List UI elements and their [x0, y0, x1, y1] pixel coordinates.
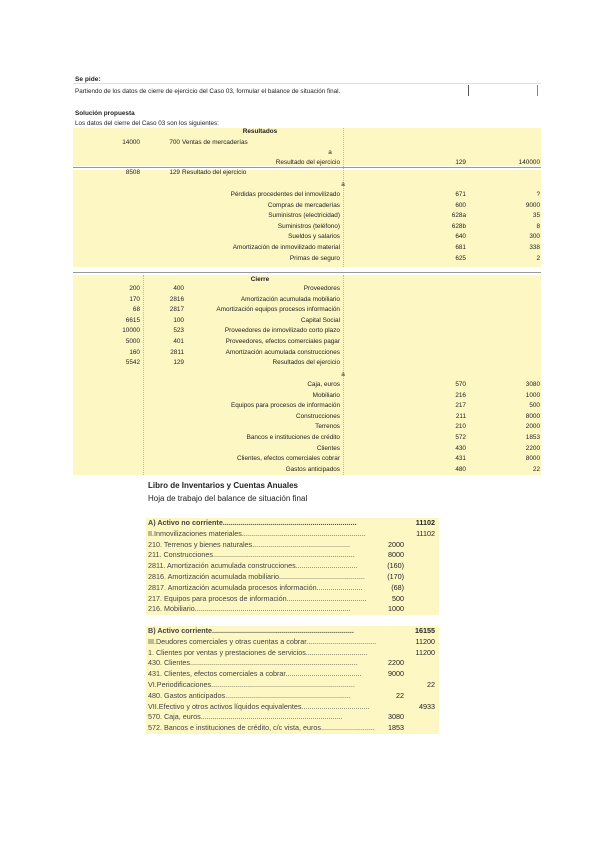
resultados-gridline: [343, 128, 344, 267]
cierre-left-code: 2811: [170, 348, 184, 356]
hoja-row-value: 8000: [388, 550, 404, 560]
se-pide-label: Se pide:: [75, 76, 101, 83]
cierre-right-label: Mobiliario: [312, 391, 340, 399]
hoja-row: [146, 561, 439, 572]
hoja-row: [146, 615, 439, 626]
hoja-row-total: 16155: [415, 626, 435, 635]
hoja-row-value: 500: [392, 593, 404, 603]
cierre-right-code: 572: [455, 434, 466, 441]
cierre-title: Cierre: [250, 276, 270, 283]
cierre-right-amount: 1000: [525, 391, 540, 399]
resultados-row-code: 671: [455, 191, 466, 198]
hoja-row-label: 2817. Amortización acumulada procesos información.......................: [148, 582, 363, 592]
resultados-top-amount: 140000: [518, 159, 540, 166]
resultados-row-amount: 9000: [525, 201, 540, 209]
resultados-row-label: Suministros (electricidad): [268, 212, 340, 220]
cell-cursor[interactable]: [468, 85, 469, 96]
resultados-left-amount-2: 8508: [125, 169, 140, 176]
cierre-left-label: Proveedores de inmovilizado corto plazo: [224, 327, 340, 335]
cierre-right-label: Construcciones: [295, 412, 340, 420]
hoja-row-label: 480. Gastos anticipados...............................................................: [148, 690, 351, 700]
resultados-row-code: 628b: [451, 222, 466, 230]
cierre-right-amount: 8000: [525, 412, 540, 420]
resultados-a-2: a: [341, 181, 345, 188]
hoja-row-value: 1000: [388, 604, 404, 614]
hoja-row-total: 22: [427, 680, 435, 689]
resultados-row-code: 600: [455, 201, 466, 209]
hoja-row-value: 3080: [388, 712, 404, 722]
resultados-row-label: Sueldos y salarios: [288, 233, 340, 241]
hoja-row: [146, 550, 439, 561]
hoja-row-value: (160): [387, 561, 404, 571]
cierre-left-code: 400: [173, 285, 184, 292]
cierre-right-code: 210: [455, 423, 466, 431]
hoja-row-value: (170): [387, 572, 404, 581]
cierre-left-label: Amortización acumulada mobiliario: [240, 295, 340, 303]
cierre-left-code: 2817: [169, 306, 184, 314]
solucion-heading: Solución propuesta: [75, 110, 135, 117]
cierre-right-amount: 500: [529, 402, 540, 410]
hoja-row: [146, 658, 439, 669]
cierre-left-amount: 170: [129, 295, 140, 303]
hoja-row: [146, 572, 439, 583]
cierre-left-code: 129: [173, 359, 184, 367]
hoja-row-label: B) Activo corriente.......................................................................: [148, 626, 354, 635]
hoja-row-label: 210. Terrenos y bienes naturales.................................................: [148, 539, 350, 549]
hoja-row-total: 11102: [415, 518, 435, 527]
hoja-row: [146, 604, 439, 615]
hoja-row-total: 11102: [416, 528, 435, 538]
hoja-subtitle: Hoja de trabajo del balance de situación final: [148, 494, 308, 503]
resultados-left-label-2: Resultado del ejercicio: [182, 169, 247, 176]
cierre-left-amount: 5542: [125, 359, 140, 367]
resultados-a: a: [328, 149, 332, 156]
cierre-left-label: Proveedores: [303, 285, 340, 292]
cierre-left-code: 401: [173, 338, 184, 345]
cierre-right-code: 216: [455, 391, 466, 399]
resultados-left-code-2: 129: [169, 169, 180, 176]
cierre-left-code: 2816: [169, 295, 184, 303]
hoja-row-label: 211. Construcciones.......................................................................: [148, 550, 355, 560]
resultados-row-code: 625: [455, 254, 466, 262]
hoja-row: [146, 518, 439, 529]
hoja-row-label: VII.Efectivo y otros activos líquidos equivalentes..................................: [148, 701, 370, 711]
cierre-right-amount: 2200: [525, 444, 540, 452]
cierre-right-amount: 3080: [525, 381, 540, 388]
resultados-row-label: Compras de mercaderías: [267, 201, 340, 209]
resultados-row-code: 681: [455, 244, 466, 251]
resultados-row-label: Amortización de inmovilizado material: [232, 244, 340, 251]
hoja-row-label: 570. Caja, euros.......................................................................: [148, 712, 343, 722]
hoja-row-value: 2200: [388, 658, 404, 668]
resultados-row-amount: ?: [536, 191, 540, 198]
hoja-row: [146, 702, 439, 713]
resultados-row-amount: 338: [529, 244, 540, 251]
hoja-row: [146, 540, 439, 551]
hoja-row-label: A) Activo no corriente...................................................................: [148, 518, 357, 527]
hoja-row-total: 4933: [419, 701, 435, 711]
resultados-row-label: Primas de seguro: [289, 254, 340, 262]
resultados-row-code: 640: [455, 233, 466, 241]
hoja-row-label: 2811. Amortización acumulada construcciones...............................: [148, 561, 358, 571]
hoja-row-value: 1853: [388, 723, 404, 733]
cierre-left-amount: 200: [129, 285, 140, 292]
resultados-row-amount: 8: [536, 222, 540, 230]
cierre-right-label: Clientes: [316, 444, 340, 452]
cierre-a: a: [341, 371, 345, 378]
resultados-row-amount: 2: [536, 254, 540, 262]
hoja-row-total: 11200: [415, 636, 435, 646]
cierre-left-label: Proveedores, efectos comerciales pagar: [225, 338, 340, 345]
cierre-left-amount: 10000: [122, 327, 140, 335]
hoja-row: [146, 712, 439, 723]
hoja-row-label: II.Inmovilizaciones materiales..............................................................: [148, 528, 366, 538]
cierre-left-label: Amortización equipos procesos información: [216, 306, 340, 314]
cierre-left-code: 523: [173, 327, 184, 335]
cierre-right-code: 430: [455, 444, 466, 452]
cierre-right-amount: 8000: [525, 455, 540, 463]
cierre-right-amount: 2000: [525, 423, 540, 431]
resultados-title: Resultados: [242, 128, 278, 135]
cierre-left-code: 100: [173, 316, 184, 324]
hoja-row-label: III.Deudores comerciales y otras cuentas a cobrar...................................: [148, 636, 377, 646]
datos-text: Los datos del cierre del Caso 03 son los siguientes:: [75, 120, 219, 127]
resultados-row-label: Pérdidas procedentes del inmovilizado: [230, 191, 340, 198]
cierre-right-label: Caja, euros: [307, 381, 340, 388]
hoja-row-label: 430. Clientes....................................................................................: [148, 658, 358, 668]
cierre-left-amount: 6615: [125, 316, 140, 324]
hoja-row: [146, 680, 439, 691]
hoja-row-label: 216. Mobiliario..............................................................................: [148, 604, 351, 614]
hoja-row-value: (68): [391, 582, 404, 592]
resultados-top-label: Resultado del ejercicio: [275, 159, 340, 166]
hoja-row: [146, 669, 439, 680]
sheet-top-border: [73, 83, 541, 84]
hoja-row: [146, 529, 439, 540]
hoja-title: Libro de Inventarios y Cuentas Anuales: [148, 481, 298, 490]
hoja-row-value: 22: [396, 690, 404, 700]
column-marker: [537, 85, 538, 96]
hoja-row-label: VI.Periodificaciones........................................................................: [148, 680, 355, 689]
cierre-left-label: Resultados del ejercicio: [272, 359, 340, 367]
hoja-row-value: 2000: [388, 539, 404, 549]
resultados-left-label: Ventas de mercaderías: [182, 139, 248, 146]
resultados-row-amount: 300: [529, 233, 540, 241]
hoja-row: [146, 691, 439, 702]
cierre-left-amount: 160: [129, 348, 140, 356]
hoja-row: [146, 583, 439, 594]
hoja-row-label: 2816. Amortización acumulada mobiliario...........................................: [148, 572, 365, 581]
cierre-left-label: Amortización acumulada construcciones: [225, 348, 340, 356]
cierre-right-amount: 22: [532, 465, 540, 473]
hoja-row-label: 217. Equipos para procesos de información........................................: [148, 593, 367, 603]
cierre-right-label: Equipos para procesos de información: [230, 402, 340, 410]
hoja-row-label: 431. Clientes, efectos comerciales a cobrar......................................: [148, 669, 362, 679]
hoja-row: [146, 723, 439, 734]
cierre-left-label: Capital Social: [300, 316, 340, 324]
instruction-text: Partiendo de los datos de cierre de ejercicio del Caso 03, formular el balance de situación final.: [75, 88, 341, 95]
hoja-row: [146, 648, 439, 659]
hoja-row-label: 572. Bancos e instituciones de crédito, c/c vista, euros...........................: [148, 723, 375, 733]
cierre-right-code: 570: [455, 381, 466, 388]
cierre-right-label: Gastos anticipados: [285, 465, 340, 473]
hoja-row: [146, 626, 439, 637]
resultados-left-amount: 14000: [122, 139, 140, 146]
cierre-divider: [73, 272, 541, 273]
resultados-row-label: Suministros (teléfono): [277, 222, 340, 230]
cierre-right-label: Bancos e instituciones de crédito: [246, 434, 340, 441]
hoja-row-total: 11200: [415, 647, 435, 657]
cierre-right-code: 480: [455, 465, 466, 473]
cierre-left-amount: 5000: [125, 338, 140, 345]
hoja-row: [146, 637, 439, 648]
cierre-right-label: Clientes, efectos comerciales cobrar: [236, 455, 340, 463]
resultados-row-code: 628a: [451, 212, 466, 220]
resultados-top-code: 129: [455, 159, 466, 166]
cierre-right-label: Terrenos: [315, 423, 340, 431]
hoja-row-label: 1. Clientes por ventas y prestaciones de servicios...............................: [148, 647, 368, 657]
cierre-right-code: 217: [455, 402, 466, 410]
cierre-right-amount: 1853: [525, 434, 540, 441]
resultados-row-amount: 35: [532, 212, 540, 220]
cierre-left-amount: 68: [132, 306, 140, 314]
hoja-row: [146, 594, 439, 605]
hoja-row-value: 9000: [388, 669, 404, 679]
resultados-left-code: 700: [169, 139, 180, 146]
cierre-right-code: 431: [455, 455, 466, 463]
cierre-right-code: 211: [455, 412, 466, 420]
